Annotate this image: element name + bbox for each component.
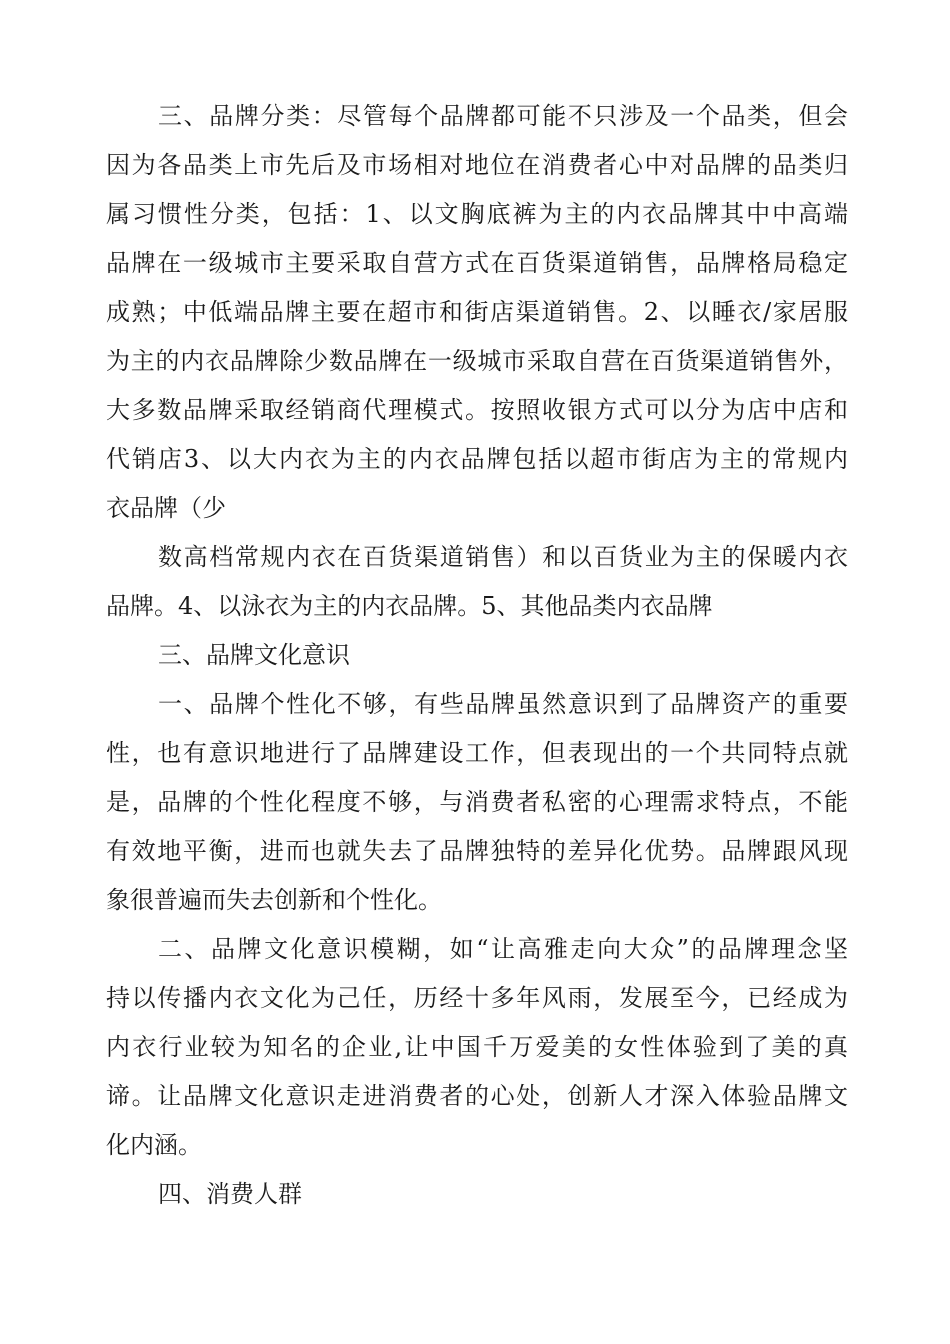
text-line: 一、品牌个性化不够，有些品牌虽然意识到了品牌资产的重要	[158, 690, 848, 718]
text-line: 衣品牌（少	[106, 494, 226, 522]
text-line: 二、品牌文化意识模糊，如“让高雅走向大众”的品牌理念坚	[158, 935, 848, 963]
text-line: 是，品牌的个性化程度不够，与消费者私密的心理需求特点，不能	[106, 788, 848, 816]
text-line: 内衣行业较为知名的企业,让中国千万爱美的女性体验到了美的真	[106, 1033, 848, 1061]
text-line: 品牌在一级城市主要采取自营方式在百货渠道销售，品牌格局稳定	[106, 249, 848, 277]
text-line: 有效地平衡，进而也就失去了品牌独特的差异化优势。品牌跟风现	[106, 837, 848, 865]
body-text	[106, 92, 848, 1219]
text-line: 三、品牌分类：尽管每个品牌都可能不只涉及一个品类，但会	[158, 102, 848, 130]
text-line: 因为各品类上市先后及市场相对地位在消费者心中对品牌的品类归	[106, 151, 848, 179]
text-line: 持以传播内衣文化为己任，历经十多年风雨，发展至今，已经成为	[106, 984, 848, 1012]
text-line: 为主的内衣品牌除少数品牌在一级城市采取自营在百货渠道销售外，	[106, 347, 848, 375]
text-line: 化内涵。	[106, 1131, 202, 1159]
text-line: 谛。让品牌文化意识走进消费者的心处，创新人才深入体验品牌文	[106, 1082, 848, 1110]
text-line: 属习惯性分类，包括：1、以文胸底裤为主的内衣品牌其中中高端	[106, 200, 848, 228]
text-line: 大多数品牌采取经销商代理模式。按照收银方式可以分为店中店和	[106, 396, 848, 424]
text-line: 成熟；中低端品牌主要在超市和街店渠道销售。2、以睡衣/家居服	[106, 298, 848, 326]
text-line: 数高档常规内衣在百货渠道销售）和以百货业为主的保暖内衣	[158, 543, 848, 571]
text-line: 代销店3、以大内衣为主的内衣品牌包括以超市街店为主的常规内	[106, 445, 848, 473]
text-line: 四、消费人群	[158, 1180, 302, 1208]
text-line: 品牌。4、以泳衣为主的内衣品牌。5、其他品类内衣品牌	[106, 592, 713, 620]
text-line: 三、品牌文化意识	[158, 641, 350, 669]
text-line: 象很普遍而失去创新和个性化。	[106, 886, 442, 914]
text-line: 性，也有意识地进行了品牌建设工作，但表现出的一个共同特点就	[106, 739, 848, 767]
